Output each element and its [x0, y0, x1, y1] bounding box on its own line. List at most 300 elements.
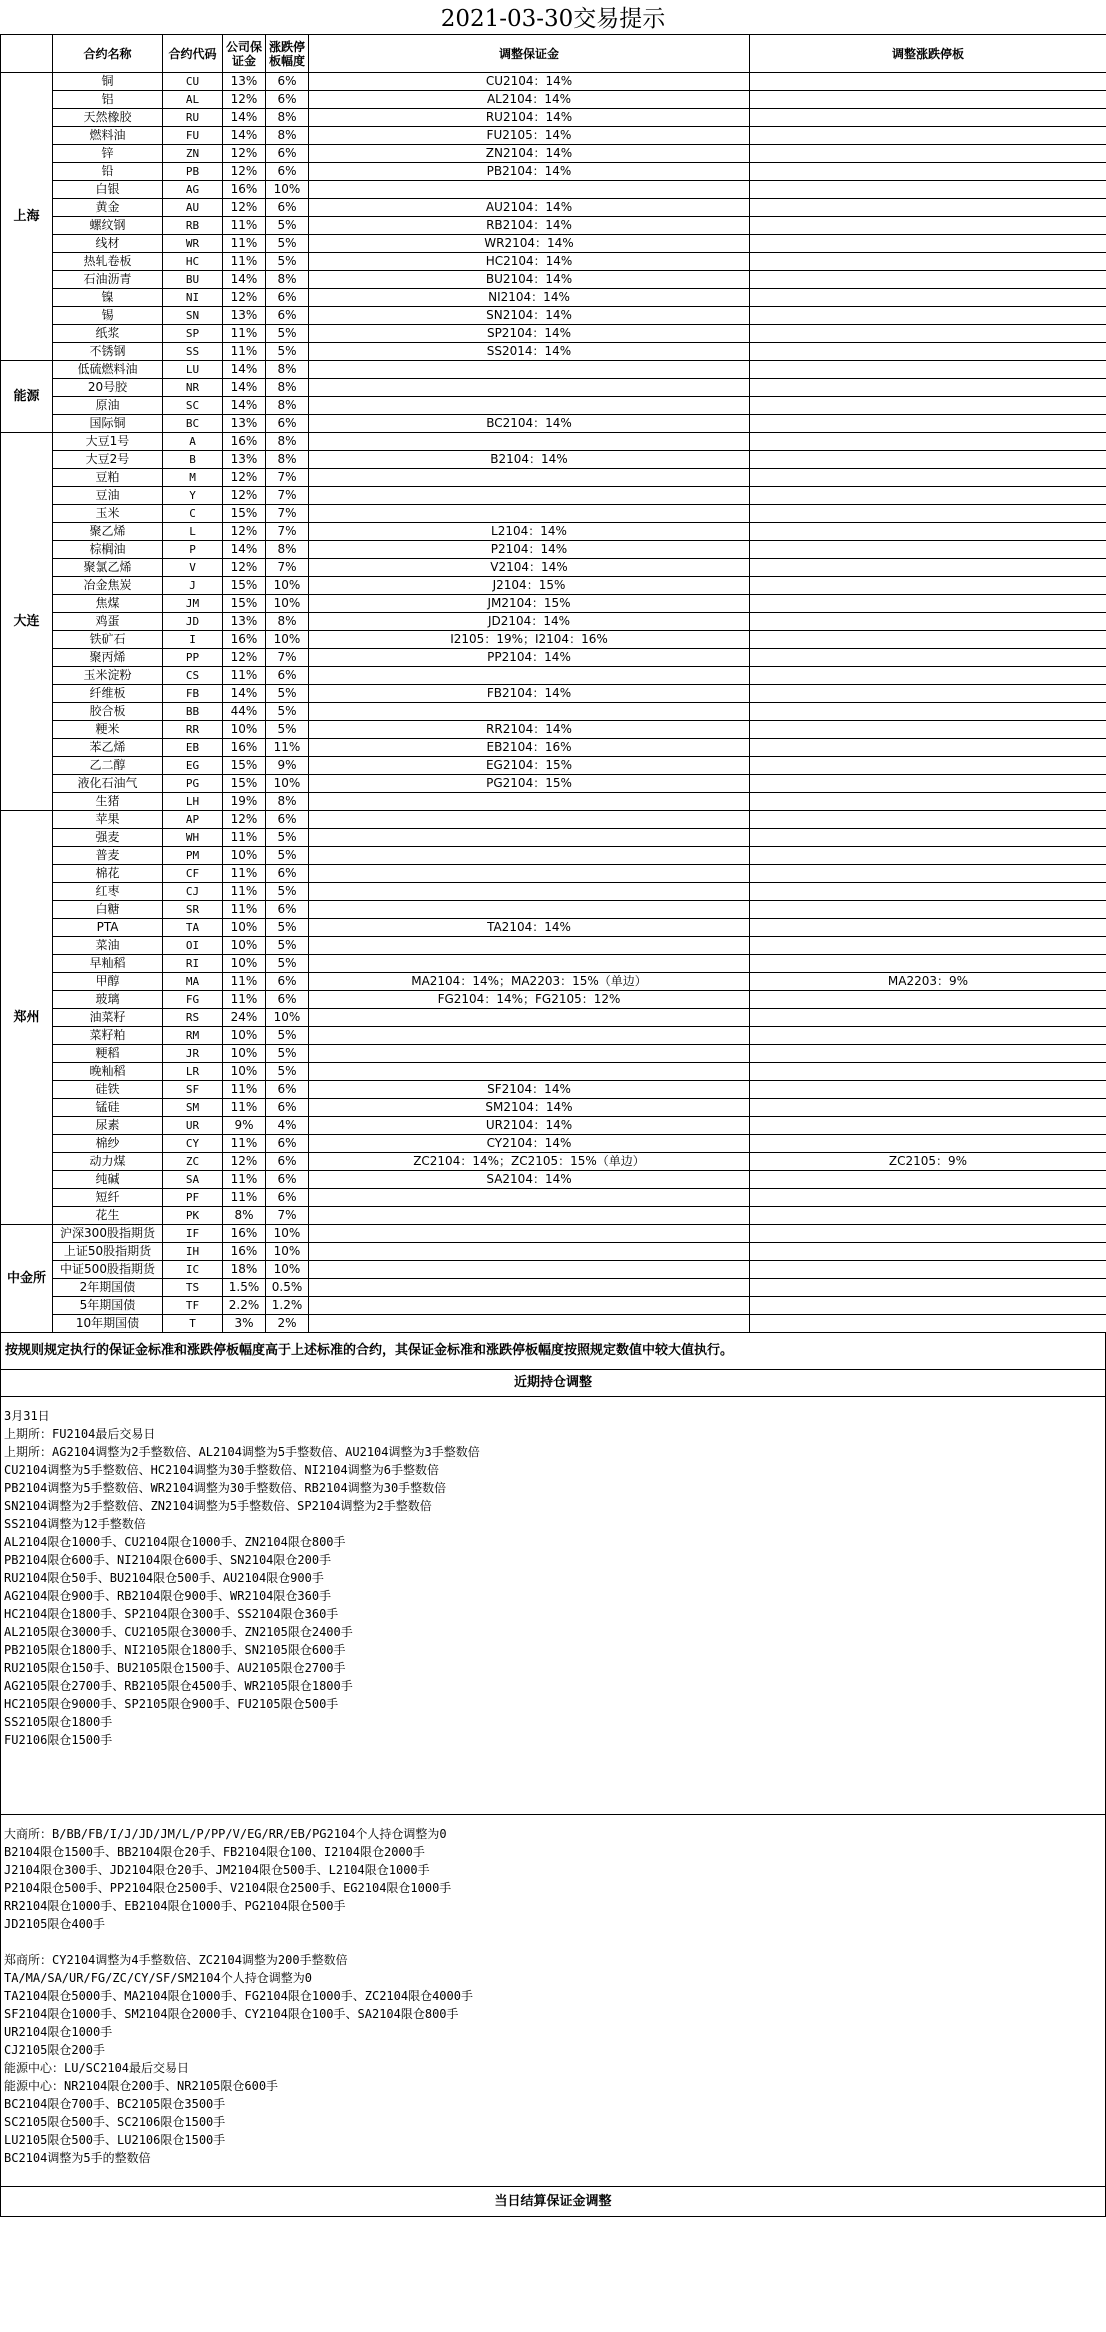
table-row	[1, 649, 1106, 667]
price-limit-cell: 7%	[266, 505, 309, 523]
table-row	[1, 127, 1106, 145]
adjusted-margin-cell: J2104：15%	[309, 577, 750, 595]
adjusted-limit-cell: MA2203：9%	[750, 973, 1106, 991]
adjusted-margin-cell	[309, 361, 750, 379]
adjusted-limit-cell	[750, 109, 1106, 127]
table-row	[1, 1081, 1106, 1099]
table-row	[1, 1153, 1106, 1171]
company-margin-cell: 11%	[223, 343, 266, 361]
price-limit-cell: 5%	[266, 1045, 309, 1063]
contract-name-cell: 普麦	[53, 847, 163, 865]
contract-code-cell: TF	[163, 1297, 223, 1315]
table-header-row	[1, 35, 1106, 73]
adjusted-margin-cell: RR2104：14%	[309, 721, 750, 739]
notice-line: 郑商所：CY2104调整为4手整数倍、ZC2104调整为200手整数倍	[4, 1953, 348, 1967]
adjusted-limit-cell	[750, 343, 1106, 361]
header-contract-name: 合约名称	[53, 35, 163, 73]
company-margin-cell: 12%	[223, 649, 266, 667]
adjusted-limit-cell	[750, 991, 1106, 1009]
adjusted-limit-cell	[750, 379, 1106, 397]
table-row	[1, 613, 1106, 631]
contract-code-cell: EG	[163, 757, 223, 775]
table-row	[1, 991, 1106, 1009]
adjusted-limit-cell	[750, 883, 1106, 901]
price-limit-cell: 10%	[266, 775, 309, 793]
adjusted-limit-cell	[750, 163, 1106, 181]
contract-code-cell: FB	[163, 685, 223, 703]
company-margin-cell: 11%	[223, 1099, 266, 1117]
price-limit-cell: 10%	[266, 1225, 309, 1243]
contract-name-cell: 短纤	[53, 1189, 163, 1207]
contract-name-cell: 焦煤	[53, 595, 163, 613]
rule-note: 按规则规定执行的保证金标准和涨跌停板幅度高于上述标准的合约，其保证金标准和涨跌停板幅度按照规定数值中较大值执行。	[0, 1333, 1106, 1370]
table-row	[1, 1207, 1106, 1225]
price-limit-cell: 6%	[266, 1135, 309, 1153]
price-limit-cell: 5%	[266, 343, 309, 361]
contract-name-cell: 苯乙烯	[53, 739, 163, 757]
adjusted-limit-cell	[750, 1315, 1106, 1333]
table-row	[1, 1135, 1106, 1153]
table-row	[1, 487, 1106, 505]
adjusted-limit-cell	[750, 613, 1106, 631]
table-row	[1, 91, 1106, 109]
contract-name-cell: 油菜籽	[53, 1009, 163, 1027]
adjusted-margin-cell	[309, 955, 750, 973]
contract-name-cell: 玻璃	[53, 991, 163, 1009]
table-row	[1, 271, 1106, 289]
adjusted-margin-cell: EG2104：15%	[309, 757, 750, 775]
contract-name-cell: 锌	[53, 145, 163, 163]
exchange-name: 大连	[1, 433, 53, 811]
table-row	[1, 829, 1106, 847]
price-limit-cell: 6%	[266, 811, 309, 829]
table-row	[1, 847, 1106, 865]
contract-name-cell: 铅	[53, 163, 163, 181]
price-limit-cell: 5%	[266, 685, 309, 703]
price-limit-cell: 6%	[266, 1153, 309, 1171]
contract-code-cell: CS	[163, 667, 223, 685]
notice-line: 能源中心：NR2104限仓200手、NR2105限仓600手	[4, 2079, 279, 2093]
contract-name-cell: 低硫燃料油	[53, 361, 163, 379]
adjusted-limit-cell	[750, 253, 1106, 271]
adjusted-limit-cell	[750, 901, 1106, 919]
adjusted-limit-cell	[750, 1027, 1106, 1045]
adjusted-limit-cell	[750, 919, 1106, 937]
company-margin-cell: 44%	[223, 703, 266, 721]
contract-name-cell: 大豆1号	[53, 433, 163, 451]
table-row	[1, 955, 1106, 973]
table-row	[1, 1315, 1106, 1333]
company-margin-cell: 12%	[223, 1153, 266, 1171]
contract-code-cell: L	[163, 523, 223, 541]
contract-name-cell: 10年期国债	[53, 1315, 163, 1333]
adjusted-margin-cell	[309, 1261, 750, 1279]
adjusted-margin-cell	[309, 1297, 750, 1315]
company-margin-cell: 16%	[223, 433, 266, 451]
price-limit-cell: 6%	[266, 973, 309, 991]
price-limit-cell: 8%	[266, 127, 309, 145]
company-margin-cell: 14%	[223, 397, 266, 415]
company-margin-cell: 8%	[223, 1207, 266, 1225]
adjusted-margin-cell	[309, 667, 750, 685]
position-notice-block-1	[0, 1397, 1106, 1815]
contract-name-cell: 铝	[53, 91, 163, 109]
adjusted-limit-cell	[750, 1063, 1106, 1081]
table-row	[1, 109, 1106, 127]
table-row	[1, 739, 1106, 757]
price-limit-cell: 10%	[266, 595, 309, 613]
header-price-limit: 涨跌停板幅度	[266, 35, 309, 73]
adjusted-limit-cell	[750, 631, 1106, 649]
adjusted-margin-cell	[309, 1243, 750, 1261]
adjusted-margin-cell: EB2104：16%	[309, 739, 750, 757]
company-margin-cell: 12%	[223, 199, 266, 217]
contract-code-cell: HC	[163, 253, 223, 271]
price-limit-cell: 8%	[266, 397, 309, 415]
company-margin-cell: 12%	[223, 523, 266, 541]
price-limit-cell: 4%	[266, 1117, 309, 1135]
notice-line: UR2104限仓1000手	[4, 2025, 113, 2039]
notice-line: 3月31日	[4, 1409, 50, 1423]
notice-line: SS2105限仓1800手	[4, 1715, 113, 1729]
contract-name-cell: 锡	[53, 307, 163, 325]
company-margin-cell: 13%	[223, 415, 266, 433]
table-row	[1, 523, 1106, 541]
notice-line: B2104限仓1500手、BB2104限仓20手、FB2104限仓100、I2104限仓2000手	[4, 1845, 425, 1859]
contract-code-cell: SN	[163, 307, 223, 325]
adjusted-margin-cell: NI2104：14%	[309, 289, 750, 307]
adjusted-margin-cell	[309, 487, 750, 505]
contract-code-cell: JD	[163, 613, 223, 631]
contract-name-cell: 国际铜	[53, 415, 163, 433]
company-margin-cell: 11%	[223, 973, 266, 991]
adjusted-limit-cell	[750, 307, 1106, 325]
contract-code-cell: SP	[163, 325, 223, 343]
adjusted-margin-cell	[309, 1315, 750, 1333]
company-margin-cell: 11%	[223, 667, 266, 685]
adjusted-margin-cell: JM2104：15%	[309, 595, 750, 613]
price-limit-cell: 10%	[266, 577, 309, 595]
notice-line: 上期所：FU2104最后交易日	[4, 1427, 156, 1441]
price-limit-cell: 7%	[266, 649, 309, 667]
contract-name-cell: 棉花	[53, 865, 163, 883]
company-margin-cell: 16%	[223, 631, 266, 649]
table-row	[1, 379, 1106, 397]
contract-name-cell: 豆油	[53, 487, 163, 505]
header-company-margin: 公司保证金	[223, 35, 266, 73]
contract-name-cell: 纤维板	[53, 685, 163, 703]
company-margin-cell: 11%	[223, 235, 266, 253]
notice-line: RU2105限仓150手、BU2105限仓1500手、AU2105限仓2700手	[4, 1661, 346, 1675]
price-limit-cell: 5%	[266, 235, 309, 253]
contract-name-cell: 棉纱	[53, 1135, 163, 1153]
exchange-name: 上海	[1, 73, 53, 361]
company-margin-cell: 16%	[223, 1243, 266, 1261]
price-limit-cell: 6%	[266, 1171, 309, 1189]
contract-name-cell: 镍	[53, 289, 163, 307]
adjusted-limit-cell	[750, 1207, 1106, 1225]
contract-name-cell: 尿素	[53, 1117, 163, 1135]
notice-line: BC2104调整为5手的整数倍	[4, 2151, 151, 2165]
contract-code-cell: AL	[163, 91, 223, 109]
table-row	[1, 631, 1106, 649]
adjusted-limit-cell	[750, 451, 1106, 469]
contract-name-cell: 红枣	[53, 883, 163, 901]
table-row	[1, 577, 1106, 595]
company-margin-cell: 1.5%	[223, 1279, 266, 1297]
exchange-name: 郑州	[1, 811, 53, 1225]
contract-code-cell: PM	[163, 847, 223, 865]
contract-code-cell: RU	[163, 109, 223, 127]
adjusted-limit-cell	[750, 829, 1106, 847]
contract-code-cell: RS	[163, 1009, 223, 1027]
adjusted-margin-cell	[309, 829, 750, 847]
table-row	[1, 811, 1106, 829]
contract-name-cell: 玉米淀粉	[53, 667, 163, 685]
contract-code-cell: IC	[163, 1261, 223, 1279]
contract-code-cell: PB	[163, 163, 223, 181]
contract-name-cell: 20号胶	[53, 379, 163, 397]
table-row	[1, 253, 1106, 271]
adjusted-limit-cell	[750, 541, 1106, 559]
adjusted-margin-cell: ZC2104：14%；ZC2105：15%（单边）	[309, 1153, 750, 1171]
adjusted-margin-cell	[309, 811, 750, 829]
table-row	[1, 1225, 1106, 1243]
adjusted-margin-cell: CU2104：14%	[309, 73, 750, 91]
price-limit-cell: 5%	[266, 325, 309, 343]
adjusted-margin-cell	[309, 433, 750, 451]
company-margin-cell: 11%	[223, 253, 266, 271]
adjusted-limit-cell	[750, 73, 1106, 91]
price-limit-cell: 6%	[266, 1189, 309, 1207]
company-margin-cell: 11%	[223, 991, 266, 1009]
price-limit-cell: 8%	[266, 109, 309, 127]
contract-name-cell: 菜油	[53, 937, 163, 955]
adjusted-limit-cell	[750, 649, 1106, 667]
company-margin-cell: 13%	[223, 613, 266, 631]
company-margin-cell: 14%	[223, 109, 266, 127]
adjusted-margin-cell: SP2104：14%	[309, 325, 750, 343]
adjusted-limit-cell	[750, 1135, 1106, 1153]
table-row	[1, 307, 1106, 325]
notice-line: 上期所：AG2104调整为2手整数倍、AL2104调整为5手整数倍、AU2104调整为3手整数倍	[4, 1445, 480, 1459]
contract-code-cell: FG	[163, 991, 223, 1009]
table-row	[1, 901, 1106, 919]
price-limit-cell: 5%	[266, 919, 309, 937]
price-limit-cell: 5%	[266, 703, 309, 721]
price-limit-cell: 6%	[266, 1099, 309, 1117]
contract-code-cell: UR	[163, 1117, 223, 1135]
company-margin-cell: 11%	[223, 325, 266, 343]
price-limit-cell: 8%	[266, 793, 309, 811]
company-margin-cell: 10%	[223, 1063, 266, 1081]
adjusted-limit-cell	[750, 91, 1106, 109]
contract-code-cell: J	[163, 577, 223, 595]
price-limit-cell: 7%	[266, 487, 309, 505]
company-margin-cell: 13%	[223, 451, 266, 469]
notice-line: 能源中心：LU/SC2104最后交易日	[4, 2061, 190, 2075]
company-margin-cell: 11%	[223, 829, 266, 847]
company-margin-cell: 9%	[223, 1117, 266, 1135]
contract-code-cell: SM	[163, 1099, 223, 1117]
adjusted-limit-cell	[750, 397, 1106, 415]
contract-name-cell: 白糖	[53, 901, 163, 919]
company-margin-cell: 24%	[223, 1009, 266, 1027]
notice-line: BC2104限仓700手、BC2105限仓3500手	[4, 2097, 226, 2111]
price-limit-cell: 5%	[266, 217, 309, 235]
contract-name-cell: 聚氯乙烯	[53, 559, 163, 577]
contract-name-cell: 甲醇	[53, 973, 163, 991]
contract-name-cell: 液化石油气	[53, 775, 163, 793]
contract-name-cell: 冶金焦炭	[53, 577, 163, 595]
contract-code-cell: PF	[163, 1189, 223, 1207]
price-limit-cell: 7%	[266, 559, 309, 577]
contract-code-cell: B	[163, 451, 223, 469]
table-row	[1, 883, 1106, 901]
contract-code-cell: SC	[163, 397, 223, 415]
adjusted-margin-cell	[309, 1189, 750, 1207]
adjusted-limit-cell	[750, 415, 1106, 433]
table-row	[1, 775, 1106, 793]
price-limit-cell: 5%	[266, 937, 309, 955]
notice-line: 大商所：B/BB/FB/I/J/JD/JM/L/P/PP/V/EG/RR/EB/PG2104个人持仓调整为0	[4, 1827, 447, 1841]
price-limit-cell: 6%	[266, 1081, 309, 1099]
table-row	[1, 181, 1106, 199]
adjusted-limit-cell	[750, 217, 1106, 235]
contract-code-cell: CF	[163, 865, 223, 883]
price-limit-cell: 10%	[266, 1261, 309, 1279]
company-margin-cell: 13%	[223, 307, 266, 325]
company-margin-cell: 14%	[223, 127, 266, 145]
company-margin-cell: 10%	[223, 847, 266, 865]
notice-line: PB2105限仓1800手、NI2105限仓1800手、SN2105限仓600手	[4, 1643, 346, 1657]
contract-name-cell: 大豆2号	[53, 451, 163, 469]
table-row	[1, 1189, 1106, 1207]
adjusted-margin-cell: BC2104：14%	[309, 415, 750, 433]
company-margin-cell: 12%	[223, 811, 266, 829]
adjusted-margin-cell: I2105：19%；I2104：16%	[309, 631, 750, 649]
contract-code-cell: EB	[163, 739, 223, 757]
price-limit-cell: 7%	[266, 1207, 309, 1225]
notice-line: SF2104限仓1000手、SM2104限仓2000手、CY2104限仓100手、SA2104限仓800手	[4, 2007, 459, 2021]
contract-name-cell: 中证500股指期货	[53, 1261, 163, 1279]
contract-code-cell: M	[163, 469, 223, 487]
adjusted-limit-cell	[750, 1171, 1106, 1189]
position-notice-block-2	[0, 1815, 1106, 2187]
adjusted-margin-cell: SF2104：14%	[309, 1081, 750, 1099]
price-limit-cell: 6%	[266, 289, 309, 307]
price-limit-cell: 11%	[266, 739, 309, 757]
contract-name-cell: 早籼稻	[53, 955, 163, 973]
adjusted-margin-cell	[309, 1063, 750, 1081]
price-limit-cell: 5%	[266, 721, 309, 739]
adjusted-margin-cell	[309, 1009, 750, 1027]
adjusted-limit-cell	[750, 1243, 1106, 1261]
adjusted-limit-cell	[750, 793, 1106, 811]
adjusted-margin-cell: ZN2104：14%	[309, 145, 750, 163]
adjusted-margin-cell: L2104：14%	[309, 523, 750, 541]
table-row	[1, 1045, 1106, 1063]
company-margin-cell: 14%	[223, 541, 266, 559]
price-limit-cell: 8%	[266, 451, 309, 469]
price-limit-cell: 5%	[266, 955, 309, 973]
adjusted-limit-cell	[750, 847, 1106, 865]
notice-line: SC2105限仓500手、SC2106限仓1500手	[4, 2115, 226, 2129]
company-margin-cell: 11%	[223, 901, 266, 919]
company-margin-cell: 12%	[223, 145, 266, 163]
contract-code-cell: AG	[163, 181, 223, 199]
contract-name-cell: 硅铁	[53, 1081, 163, 1099]
adjusted-limit-cell	[750, 703, 1106, 721]
adjusted-margin-cell	[309, 1207, 750, 1225]
exchange-name: 中金所	[1, 1225, 53, 1333]
adjusted-margin-cell: P2104：14%	[309, 541, 750, 559]
company-margin-cell: 12%	[223, 469, 266, 487]
price-limit-cell: 10%	[266, 181, 309, 199]
adjusted-limit-cell	[750, 361, 1106, 379]
contract-name-cell: 粳稻	[53, 1045, 163, 1063]
header-exchange	[1, 35, 53, 73]
contract-name-cell: 原油	[53, 397, 163, 415]
contract-code-cell: IF	[163, 1225, 223, 1243]
adjusted-margin-cell: SN2104：14%	[309, 307, 750, 325]
price-limit-cell: 2%	[266, 1315, 309, 1333]
notice-line: J2104限仓300手、JD2104限仓20手、JM2104限仓500手、L2104限仓1000手	[4, 1863, 430, 1877]
company-margin-cell: 16%	[223, 1225, 266, 1243]
contract-code-cell: C	[163, 505, 223, 523]
company-margin-cell: 11%	[223, 1171, 266, 1189]
contract-code-cell: LH	[163, 793, 223, 811]
price-limit-cell: 6%	[266, 991, 309, 1009]
table-row	[1, 667, 1106, 685]
adjusted-margin-cell	[309, 793, 750, 811]
table-row	[1, 541, 1106, 559]
adjusted-margin-cell	[309, 1027, 750, 1045]
contract-name-cell: 2年期国债	[53, 1279, 163, 1297]
price-limit-cell: 6%	[266, 163, 309, 181]
price-limit-cell: 6%	[266, 667, 309, 685]
company-margin-cell: 15%	[223, 775, 266, 793]
price-limit-cell: 8%	[266, 379, 309, 397]
contract-code-cell: RR	[163, 721, 223, 739]
table-row	[1, 415, 1106, 433]
adjusted-limit-cell	[750, 469, 1106, 487]
contract-code-cell: Y	[163, 487, 223, 505]
adjusted-margin-cell: PG2104：15%	[309, 775, 750, 793]
price-limit-cell: 8%	[266, 271, 309, 289]
notice-line: TA/MA/SA/UR/FG/ZC/CY/SF/SM2104个人持仓调整为0	[4, 1971, 312, 1985]
price-limit-cell: 6%	[266, 199, 309, 217]
price-limit-cell: 10%	[266, 1009, 309, 1027]
adjusted-margin-cell	[309, 703, 750, 721]
adjusted-margin-cell	[309, 901, 750, 919]
exchange-name: 能源	[1, 361, 53, 433]
adjusted-limit-cell	[750, 1279, 1106, 1297]
adjusted-limit-cell	[750, 523, 1106, 541]
notice-line: PB2104限仓600手、NI2104限仓600手、SN2104限仓200手	[4, 1553, 332, 1567]
table-row	[1, 973, 1106, 991]
adjusted-limit-cell	[750, 685, 1106, 703]
adjusted-margin-cell	[309, 937, 750, 955]
adjusted-limit-cell	[750, 577, 1106, 595]
notice-line: FU2106限仓1500手	[4, 1733, 113, 1747]
adjusted-margin-cell	[309, 469, 750, 487]
adjusted-limit-cell	[750, 739, 1106, 757]
table-row	[1, 793, 1106, 811]
adjusted-margin-cell: FU2105：14%	[309, 127, 750, 145]
adjusted-limit-cell	[750, 1297, 1106, 1315]
adjusted-limit-cell	[750, 1225, 1106, 1243]
